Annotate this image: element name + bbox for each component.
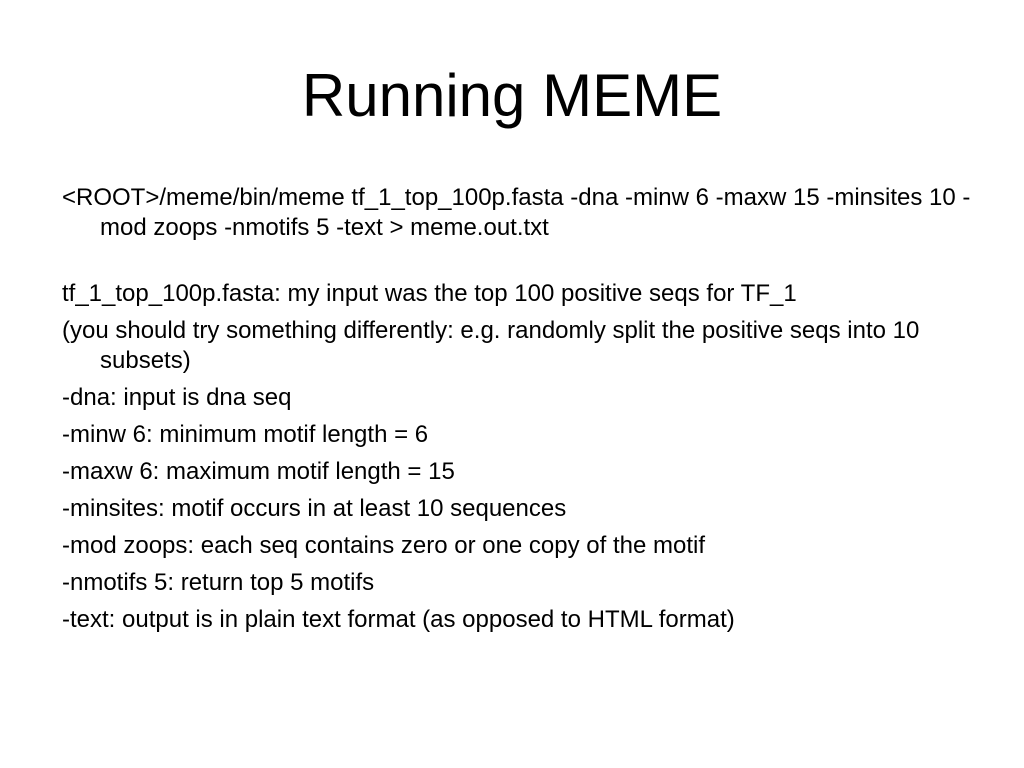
option-minw: -minw 6: minimum motif length = 6: [62, 421, 429, 448]
option-dna: -dna: input is dna seq: [62, 384, 292, 411]
option-mod: -mod zoops: each seq contains zero or one copy of the motif: [62, 532, 706, 559]
slide-title: Running MEME: [301, 62, 723, 129]
option-minsites: -minsites: motif occurs in at least 10 sequences: [62, 495, 567, 522]
suggestion-note: (you should try something differently: e.g. randomly split the positive seqs into 10 subsets): [62, 317, 920, 374]
option-maxw: -maxw 6: maximum motif length = 15: [62, 458, 455, 485]
option-nmotifs: -nmotifs 5: return top 5 motifs: [62, 569, 375, 596]
command-line: <ROOT>/meme/bin/meme tf_1_top_100p.fasta -dna -minw 6 -maxw 15 -minsites 10 -mod zoops -nmotifs 5 -text > meme.out.txt: [62, 184, 971, 241]
slide-body: [62, 183, 982, 642]
input-file-note: tf_1_top_100p.fasta: my input was the top 100 positive seqs for TF_1: [62, 280, 797, 307]
option-text: -text: output is in plain text format (as opposed to HTML format): [62, 606, 735, 633]
